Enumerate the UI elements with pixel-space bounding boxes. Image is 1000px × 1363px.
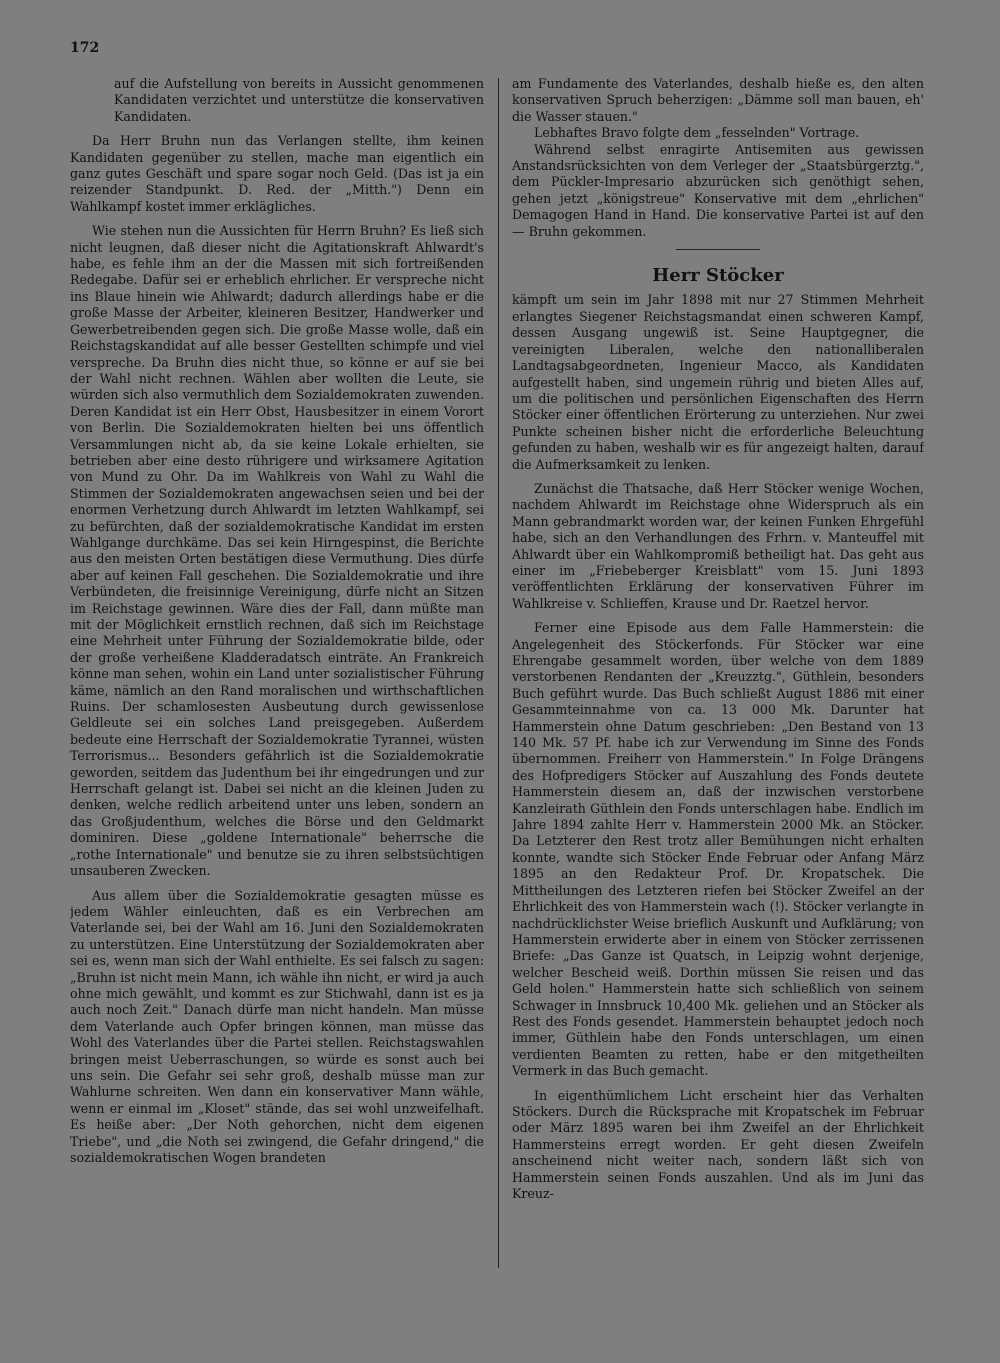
paragraph: Wie stehen nun die Aussichten für Herrn Bruhn? Es ließ sich nicht leugnen, daß dieser nicht die Agitationskraft Ahlwardt's habe, es fehle ihm an der die Massen mit sich fortreißenden Redegabe. Dafür sei er erheblich ehrlicher. Er verspreche nicht ins Blaue hinein wie Ahlwardt; dadurch allerdings habe er die große Masse der Arbeiter, kleineren Besitzer, Handwerker und Gewerbetreibenden gegen sich. Die große Masse wolle, daß ein Reichstagskandidat auf alle besser Gestellten schimpfe und viel verspreche. Da Bruhn dies nicht thue, so könne er auf sie bei der Wahl nicht rechnen. Wählen aber wollten die Leute, sie würden sich also vermuthlich dem Sozialdemokraten zuwenden. Deren Kandidat ist ein Herr Obst, Hausbesitzer in einem Vorort von Berlin. Die Sozialdemokraten hielten bei uns öffentlich Versammlungen nicht ab, da sie keine Lokale erhielten, sie betrieben aber eine desto rührigere und wirksamere Agitation von Mund zu Ohr. Da im Wahlkreis von Wahl zu Wahl die Stimmen der Sozialdemokraten angewachsen seien und bei der enormen Verhetzung durch Ahlwardt im letzten Wahlkampf, sei zu befürchten, daß der sozialdemokratische Kandidat im ersten Wahlgange durchkäme. Das sei kein Hirngespinst, die Berichte aus den meisten Orten bestätigen diese Vermuthung. Dies dürfe aber auf keinen Fall geschehen. Die Sozialdemokratie und ihre Verbündeten, die freisinnige Vereinigung, dürfe nicht an Sitzen im Reichstage gewinnen. Wäre dies der Fall, dann müßte man mit der Möglichkeit ernstlich rechnen, daß sich im Reichstage eine Mehrheit unter Führung der Sozialdemokratie bilde, oder der große verheißene Kladderadatsch einträte. An Frankreich könne man sehen, wohin ein Land unter sozialistischer Führung käme, nämlich an den Rand moralischen und wirthschaftlichen Ruins. Der schamlosesten Ausbeutung durch gewissenlose Geldleute sei ein solches Land preisgegeben. Außerdem bedeute eine Herrschaft der Sozialdemokratie Tyrannei, wüsten Terrorismus... Besonders gefährlich ist die Sozialdemokratie geworden, seitdem das Judenthum bei ihr eingedrungen und zur Herrschaft gelangt ist. Dabei sei nicht an die kleinen Juden zu denken, welche redlich arbeitend unter uns leben, sondern an das Großjudenthum, welches die Börse und den Geldmarkt dominiren. Diese „goldene Internationale" beherrsche die „rothe Internationale" und benutze sie zu ihren selbstsüchtigen unsauberen Zwecken. — [70, 223, 484, 879]
section-title: Herr Stöcker — [652, 265, 784, 287]
paragraph: am Fundamente des Vaterlandes, deshalb hieße es, den alten konservativen Spruch beherzigen: „Dämme soll man bauen, eh' die Wasser stauen." — [512, 76, 924, 124]
paragraph: Aus allem über die Sozialdemokratie gesagten müsse es jedem Wähler einleuchten, daß es ein Verbrechen am Vaterlande sei, bei der Wahl am 16. Juni den Sozialdemokraten zu unterstützen. Eine Unterstützung der Sozialdemokraten aber sei es, wenn man sich der Wahl enthielte. Es sei falsch zu sagen: „Bruhn ist nicht mein Mann, ich wähle ihn nicht, er wird ja auch ohne mich gewählt, und kommt es zur Stichwahl, dann ist es ja auch noch Zeit." Danach dürfe man nicht handeln. Man müsse dem Vaterlande auch Opfer bringen können, man müsse das Wohl des Vaterlandes über die Partei stellen. Reichstagswahlen bringen meist Ueberraschungen, so würde es sonst auch bei uns sein. Die Gefahr sei sehr groß, deshalb müsse man zur Wahlurne schreiten. Wen dann ein konservativer Mann wähle, wenn er einmal im „Kloset" stände, das sei wohl unzweifelhaft. Es heiße aber: „Der Noth gehorchen, nicht dem eigenen Triebe", und „die Noth sei zwingend, die Gefahr dringend," die sozialdemokratischen Wogen brandeten — [70, 887, 484, 1165]
paragraph: Lebhaftes Bravo folgte dem „fesselnden" Vortrage. — [534, 125, 860, 141]
paragraph: kämpft um sein im Jahr 1898 mit nur 27 Stimmen Mehrheit erlangtes Siegener Reichstagsmandat einen schweren Kampf, dessen Ausgang ungewiß ist. Seine Hauptgegner, die vereinigten Liberalen, welche den nationalliberalen Landtagsabgeordneten, Ingenieur Macco, als Kandidaten aufgestellt haben, sind ungemein rührig und bieten Alles auf, um die politischen und persönlichen Eigenschaften des Herrn Stöcker einer öffentlichen Erörterung zu unterziehen. Nur zwei Punkte scheinen bisher nicht die erforderliche Beleuchtung gefunden zu haben, weshalb wir es für angezeigt halten, darauf die Aufmerksamkeit zu lenken. — [512, 292, 924, 472]
left-column — [70, 76, 484, 1288]
page-number: 172 — [70, 40, 100, 56]
section-separator — [676, 249, 760, 250]
paragraph: Ferner eine Episode aus dem Falle Hammerstein: die Angelegenheit des Stöckerfonds. Für Stöcker war eine Ehrengabe gesammelt worden, über welche von dem 1889 verstorbenen Rendanten der „Kreuzztg.", Güthlein, besonders Buch geführt wurde. Das Buch schließt August 1886 mit einer Gesammteinnahme von ca. 13 000 Mk. Darunter hat Hammerstein ohne Datum geschrieben: „Den Bestand von 13 140 Mk. 57 Pf. habe ich zur Verwendung im Sinne des Fonds übernommen. Freiherr von Hammerstein." In Folge Drängens des Hofpredigers Stöcker auf Auszahlung des Fonds deutete Hammerstein diesem an, daß der inzwischen verstorbene Kanzleirath Güthlein den Fonds unterschlagen habe. Endlich im Jahre 1894 zahlte Herr v. Hammerstein 2000 Mk. an Stöcker. Da Letzterer den Rest trotz aller Bemühungen nicht erhalten konnte, wandte sich Stöcker Ende Februar oder Anfang März 1895 an den Redakteur Prof. Dr. Kropatschek. Die Mittheilungen des Letzteren riefen bei Stöcker Zweifel an der Ehrlichkeit des von Hammerstein wach (!). Stöcker verlangte in nachdrücklichster Weise brieflich Auskunft und Aufklärung; von Hammerstein erwiderte aber in einem von Stöcker zerrissenen Briefe: „Das Ganze ist Quatsch, in Leipzig wohnt derjenige, welcher Bescheid weiß. Dorthin müssen Sie reisen und das Geld holen." Hammerstein hatte sich schließlich von seinem Schwager in Innsbruck 10,400 Mk. geliehen und an Stöcker als Rest des Fonds gesendet. Hammerstein behauptet jedoch noch immer, Güthlein habe den Fonds unterschlagen, um einen verdienten Beamten zu retten, habe er den mitgetheilten Vermerk in das Buch gemacht. — [512, 620, 924, 1079]
paragraph: In eigenthümlichem Licht erscheint hier das Verhalten Stöckers. Durch die Rücksprache mit Kropatschek im Februar oder März 1895 waren bei ihm Zweifel an der Ehrlichkeit Hammersteins erregt worden. Er geht diesen Zweifeln anscheinend nicht weiter nach, sondern läßt sich von Hammerstein seinen Fonds auszahlen. Und als im Juni das Kreuz- — [512, 1087, 924, 1201]
paragraph: Zunächst die Thatsache, daß Herr Stöcker wenige Wochen, nachdem Ahlwardt im Reichstage ohne Widerspruch als ein Mann gebrandmarkt worden war, der keinen Funken Ehrgefühl habe, sich an den Verhandlungen des Frhrn. v. Manteuffel mit Ahlwardt über ein Wahlkompromiß betheiligt hat. Das geht aus einer im „Friebeberger Kreisblatt" vom 15. Juni 1893 veröffentlichten Erklärung der konservativen Führer im Wahlkreise v. Schlieffen, Krause und Dr. Raetzel hervor. — [512, 480, 924, 611]
paragraph: Während selbst enragirte Antisemiten aus gewissen Anstandsrücksichten von dem Verleger der „Staatsbürgerztg.", dem Pückler-Impresario abzurücken sich genöthigt sehen, gehen jetzt „königstreue" Konservative mit dem „ehrlichen" Demagogen Hand in Hand. Die konservative Partei ist auf den — Bruhn gekommen. — [512, 141, 924, 239]
paragraph: auf die Aufstellung von bereits in Aussicht genommenen Kandidaten verzichtet und unterstütze die konservativen Kandidaten. — [114, 76, 484, 124]
right-column — [512, 76, 924, 1288]
column-divider — [498, 78, 499, 1268]
paragraph: Da Herr Bruhn nun das Verlangen stellte, ihm keinen Kandidaten gegenüber zu stellen, mache man eigentlich ein ganz gutes Geschäft und spare sogar noch Geld. (Das ist ja ein reizender Standpunkt. D. Red. der „Mitth.") Denn ein Wahlkampf kostet immer erklägliches. — [70, 133, 484, 214]
